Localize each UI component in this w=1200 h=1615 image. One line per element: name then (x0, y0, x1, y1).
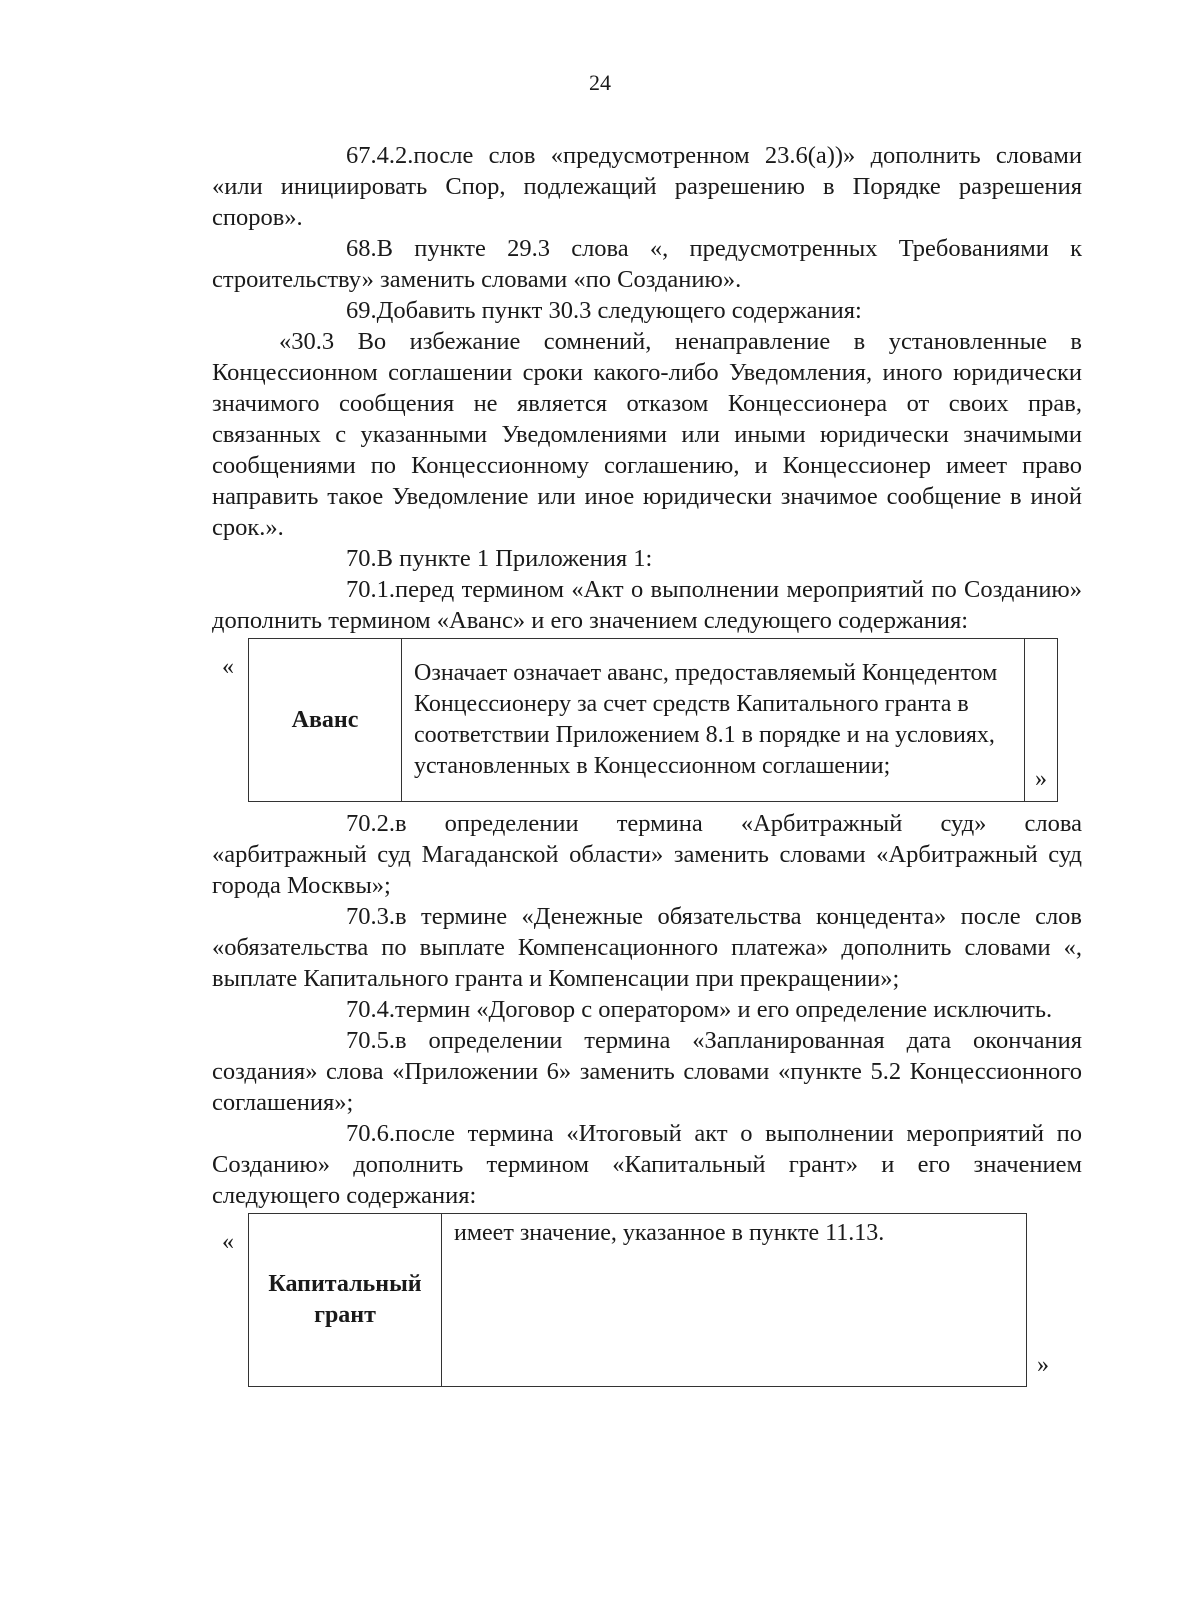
close-quote-cell (1025, 639, 1058, 802)
definition-text: имеет значение, указанное в пункте 11.13. (442, 1214, 1027, 1387)
definition-avans (212, 638, 1082, 802)
close-quote: » (1035, 766, 1047, 792)
paragraph-30-3-quote (212, 326, 1082, 543)
clause-text: «30.3 Во избежание сомнений, ненаправление в установленные в Концессионном соглашении сроки какого-либо Уведомления, иного юридически значимого сообщения не является отказом Концессионера от своих прав, связанных с указанными Уведомлениями или иными юридически значимыми сообщениями по Концессионному соглашению, и Концессионер имеет право направить такое Уведомление или иное юридически значимое сообщение в иной срок.». (212, 328, 1082, 541)
definition-table (248, 1213, 1059, 1387)
definition-term: Аванс (249, 639, 402, 802)
definition-kapitalny-grant (212, 1213, 1082, 1387)
definition-text: Означает означает аванс, предоставляемый Концедентом Концессионеру за счет средств Капитального гранта в соответствии Приложением 8.1 в порядке и на условиях, установленных в Концессионном соглашении; (402, 639, 1025, 802)
paragraph-69 (212, 295, 1082, 326)
clause-number: 70.1. (346, 576, 395, 603)
clause-number: 70.3. (346, 903, 395, 930)
clause-number: 70.2. (346, 810, 395, 837)
document-body (212, 140, 1082, 1393)
close-quote-cell (1027, 1214, 1060, 1387)
clause-text: в определении термина «Арбитражный суд» слова «арбитражный суд Магаданской области» заменить словами «Арбитражный суд города Москвы»; (212, 810, 1082, 899)
paragraph-68 (212, 233, 1082, 295)
paragraph-70-6 (212, 1118, 1082, 1211)
clause-number: 70.6. (346, 1120, 395, 1147)
close-quote: » (1037, 1351, 1049, 1378)
paragraph-70-2 (212, 808, 1082, 901)
paragraph-67-4-2 (212, 140, 1082, 233)
clause-number: 70. (346, 545, 377, 572)
paragraph-70-5 (212, 1025, 1082, 1118)
clause-text: в определении термина «Запланированная дата окончания создания» слова «Приложении 6» заменить словами «пункте 5.2 Концессионного соглашения»; (212, 1027, 1082, 1116)
paragraph-70-4 (212, 994, 1082, 1025)
clause-text: термин «Договор с оператором» и его определение исключить. (395, 996, 1053, 1023)
open-quote: « (222, 654, 234, 680)
definition-term: Капитальный грант (249, 1214, 442, 1387)
open-quote: « (222, 1229, 234, 1255)
paragraph-70-3 (212, 901, 1082, 994)
paragraph-70-1 (212, 574, 1082, 636)
clause-text: в термине «Денежные обязательства концедента» после слов «обязательства по выплате Компенсационного платежа» дополнить словами «, выплате Капитального гранта и Компенсации при прекращении»; (212, 903, 1082, 992)
clause-number: 70.5. (346, 1027, 395, 1054)
clause-text: Добавить пункт 30.3 следующего содержания: (376, 297, 862, 324)
page-number: 24 (589, 70, 611, 95)
clause-text: после термина «Итоговый акт о выполнении мероприятий по Созданию» дополнить термином «Капитальный грант» и его значением следующего содержания: (212, 1120, 1082, 1209)
clause-number: 67.4.2. (346, 142, 414, 169)
clause-text: после слов «предусмотренном 23.6(а))» дополнить словами «или инициировать Спор, подлежащий разрешению в Порядке разрешения споров». (212, 142, 1082, 231)
clause-text: В пункте 29.3 слова «, предусмотренных Требованиями к строительству» заменить словами «по Созданию». (212, 235, 1082, 293)
clause-text: перед термином «Акт о выполнении мероприятий по Созданию» дополнить термином «Аванс» и его значением следующего содержания: (212, 576, 1082, 634)
clause-number: 70.4. (346, 996, 395, 1023)
clause-number: 68. (346, 235, 377, 262)
paragraph-70 (212, 543, 1082, 574)
clause-text: В пункте 1 Приложения 1: (376, 545, 653, 572)
definition-table (248, 638, 1058, 802)
clause-number: 69. (346, 297, 377, 324)
